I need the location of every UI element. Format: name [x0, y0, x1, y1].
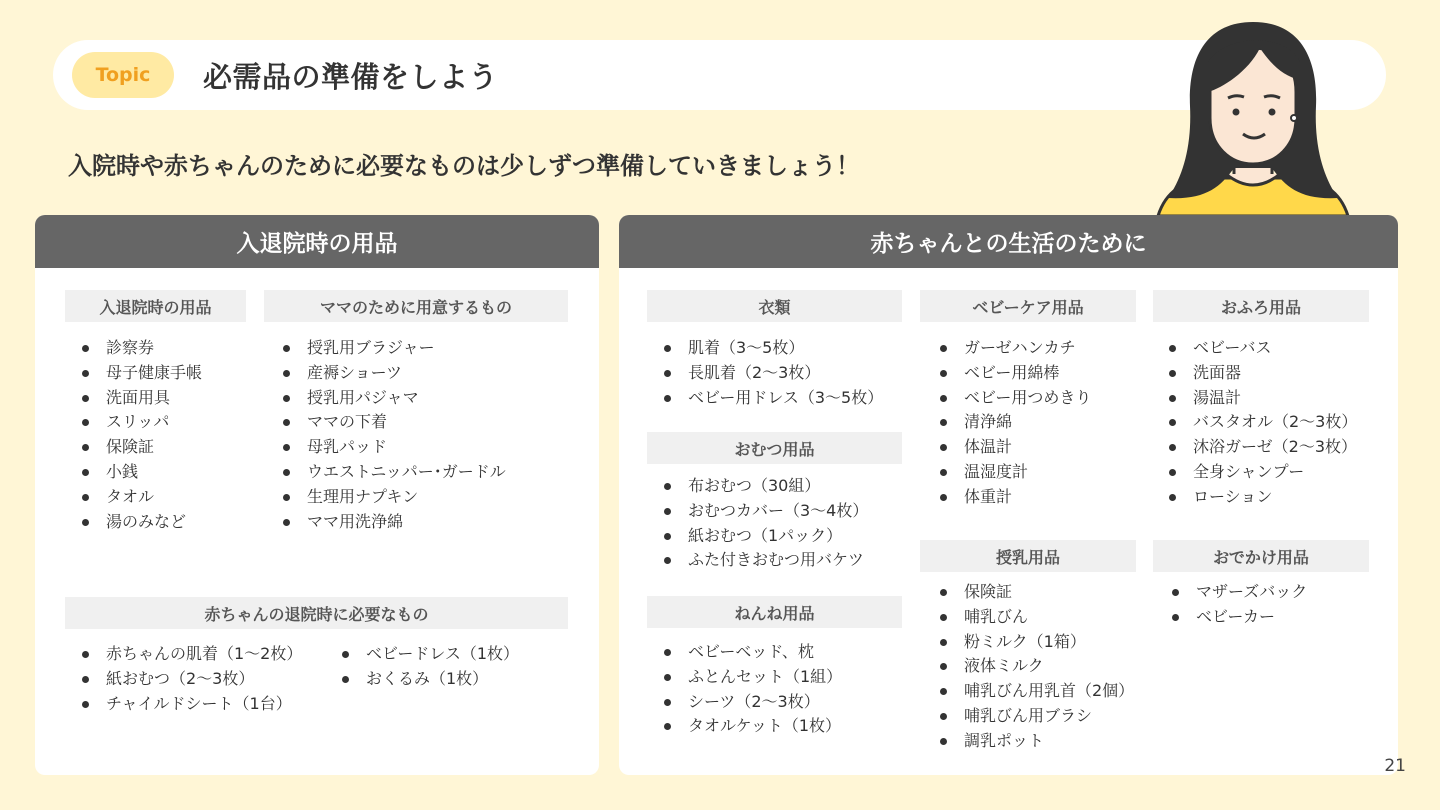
list-item: ウエストニッパー･ガードル [281, 460, 506, 485]
list-item: 体温計 [938, 435, 1091, 460]
item-list [1170, 580, 1307, 630]
list-item: ママ用洗浄綿 [281, 510, 506, 535]
section-header: 赤ちゃんの退院時に必要なもの [65, 597, 568, 629]
list-item: 保険証 [938, 580, 1134, 605]
item-list [938, 580, 1134, 754]
page-number: 21 [1384, 756, 1406, 776]
item-list [662, 640, 842, 739]
list-item: 湯のみなど [80, 510, 202, 535]
list-item: 診察券 [80, 336, 202, 361]
list-item: シーツ（2〜3枚） [662, 690, 842, 715]
list-item: タオルケット（1枚） [662, 714, 842, 739]
presenter-avatar [1148, 18, 1358, 216]
slide-subtitle: 入院時や赤ちゃんのために必要なものは少しずつ準備していきましょう！ [68, 152, 860, 180]
list-item: ママの下着 [281, 410, 506, 435]
list-item: ベビーカー [1170, 605, 1307, 630]
list-item: 授乳用パジャマ [281, 386, 506, 411]
list-item: ベビーバス [1167, 336, 1357, 361]
list-item: スリッパ [80, 410, 202, 435]
item-list [80, 642, 302, 716]
section-header: おふろ用品 [1153, 290, 1369, 322]
list-item: ベビー用ドレス（3〜5枚） [662, 386, 883, 411]
section-header: ベビーケア用品 [920, 290, 1136, 322]
list-item: 全身シャンプー [1167, 460, 1357, 485]
list-item: 哺乳びん用ブラシ [938, 704, 1134, 729]
list-item: 粉ミルク（1箱） [938, 630, 1134, 655]
list-item: 紙おむつ（2〜3枚） [80, 667, 302, 692]
list-item: おくるみ（1枚） [340, 667, 519, 692]
list-item: 長肌着（2〜3枚） [662, 361, 883, 386]
item-list [340, 642, 519, 692]
item-list [281, 336, 506, 534]
list-item: ふた付きおむつ用バケツ [662, 548, 868, 573]
list-item: 調乳ポット [938, 729, 1134, 754]
topic-badge: Topic [72, 52, 174, 98]
list-item: 液体ミルク [938, 654, 1134, 679]
list-item: 沐浴ガーゼ（2〜3枚） [1167, 435, 1357, 460]
section-header: ねんね用品 [647, 596, 902, 628]
list-item: 母乳パッド [281, 435, 506, 460]
list-item: ローション [1167, 485, 1357, 510]
list-item: 洗面器 [1167, 361, 1357, 386]
item-list [1167, 336, 1357, 510]
list-item: 産褥ショーツ [281, 361, 506, 386]
item-list [80, 336, 202, 534]
panel-title: 入退院時の用品 [35, 215, 599, 268]
item-list [662, 336, 883, 410]
list-item: 母子健康手帳 [80, 361, 202, 386]
list-item: バスタオル（2〜3枚） [1167, 410, 1357, 435]
baby-life-panel [619, 215, 1398, 775]
section-header: 衣類 [647, 290, 902, 322]
list-item: 哺乳びん [938, 605, 1134, 630]
page-title: 必需品の準備をしよう [203, 59, 499, 94]
list-item: 哺乳びん用乳首（2個） [938, 679, 1134, 704]
list-item: マザーズバック [1170, 580, 1307, 605]
list-item: 体重計 [938, 485, 1091, 510]
section-header: ママのために用意するもの [264, 290, 568, 322]
list-item: 赤ちゃんの肌着（1〜2枚） [80, 642, 302, 667]
list-item: 保険証 [80, 435, 202, 460]
list-item: ベビー用綿棒 [938, 361, 1091, 386]
section-header: 入退院時の用品 [65, 290, 246, 322]
list-item: 小銭 [80, 460, 202, 485]
list-item: タオル [80, 485, 202, 510]
item-list [662, 474, 868, 573]
list-item: ベビーベッド、枕 [662, 640, 842, 665]
list-item: おむつカバー（3〜4枚） [662, 499, 868, 524]
item-list [938, 336, 1091, 510]
list-item: 布おむつ（30組） [662, 474, 868, 499]
list-item: 紙おむつ（1パック） [662, 524, 868, 549]
list-item: 生理用ナプキン [281, 485, 506, 510]
hospital-items-panel [35, 215, 599, 775]
list-item: 洗面用具 [80, 386, 202, 411]
list-item: ベビードレス（1枚） [340, 642, 519, 667]
section-header: おむつ用品 [647, 432, 902, 464]
list-item: ベビー用つめきり [938, 386, 1091, 411]
list-item: 温湿度計 [938, 460, 1091, 485]
section-header: 授乳用品 [920, 540, 1136, 572]
list-item: 授乳用ブラジャー [281, 336, 506, 361]
list-item: 肌着（3〜5枚） [662, 336, 883, 361]
section-header: おでかけ用品 [1153, 540, 1369, 572]
list-item: 湯温計 [1167, 386, 1357, 411]
list-item: ガーゼハンカチ [938, 336, 1091, 361]
list-item: ふとんセット（1組） [662, 665, 842, 690]
list-item: チャイルドシート（1台） [80, 692, 302, 717]
list-item: 清浄綿 [938, 410, 1091, 435]
panel-title: 赤ちゃんとの生活のために [619, 215, 1398, 268]
